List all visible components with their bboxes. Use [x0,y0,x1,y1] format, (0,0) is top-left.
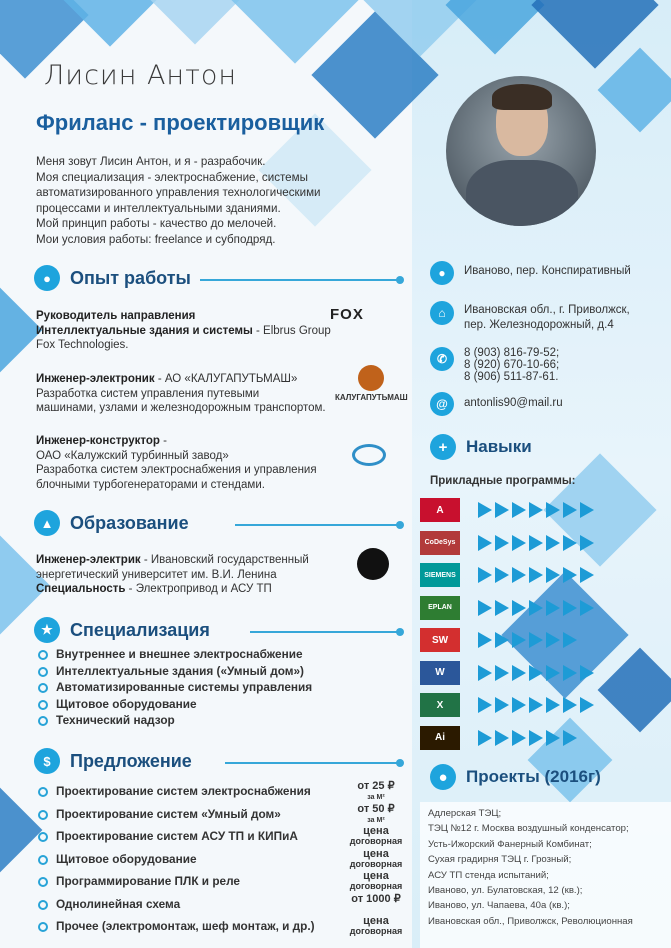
intro-line: процессами и интеллектуальными зданиями. [36,201,281,215]
skill-arrow [546,535,560,551]
skill-arrow [546,665,560,681]
offer-item: Проектирование систем «Умный дом» от 50 ₽ за М² [36,807,411,830]
phone-link[interactable]: 8 (920) 670-10-66; [464,359,560,371]
section-experience [34,265,191,291]
project-item: Сухая градирня ТЭЦ г. Грозный; [428,854,572,866]
skill-arrow [546,600,560,616]
skill-arrow [478,600,492,616]
phone-link[interactable]: 8 (906) 511-87-61. [464,371,559,383]
section-specialization [34,617,210,643]
university-icon: ▲ [34,510,60,536]
section-offer [34,748,192,774]
intro-line: Моя специализация - электроснабжение, системы [36,170,308,184]
skill-arrow [495,535,509,551]
offer-item: Щитовое оборудование цена договорная [36,852,411,875]
skill-arrow [563,567,577,583]
skill-arrow [529,535,543,551]
skill-arrow [495,730,509,746]
skill-row [420,628,580,652]
illustrator-icon: Ai [420,726,460,750]
skill-arrow [495,567,509,583]
skill-arrow [478,632,492,648]
skill-level-bar [478,665,597,681]
list-item: Щитовое оборудование [36,697,312,714]
section-title: Навыки [466,437,532,456]
skill-level-bar [478,730,580,746]
turbine-plant-logo-icon [352,444,386,466]
section-projects [430,764,601,790]
skill-arrow [546,502,560,518]
projects-box [420,802,671,948]
skill-row [420,563,597,587]
intro-text [36,154,356,247]
skill-arrow [495,665,509,681]
offer-item: Однолинейная схема от 1000 ₽ [36,897,411,920]
skill-level-bar [478,632,580,648]
section-title: Проекты (2016г) [466,767,601,786]
section-divider [225,762,400,764]
bg-diamond [146,0,245,44]
star-icon: ★ [34,617,60,643]
phone-icon: ✆ [430,347,454,371]
avatar [446,76,596,226]
skill-arrow [580,535,594,551]
job-title: Фриланс - проектировщик [36,110,325,135]
skill-level-bar [478,697,597,713]
offer-item: Проектирование систем электроснабжения от 25 ₽ за М² [36,784,411,807]
offer-list [36,780,411,942]
solidworks-icon: SW [420,628,460,652]
codesys-icon: CoDeSys [420,531,460,555]
avatar-shirt [466,160,578,226]
intro-line: Меня зовут Лисин Антон, и я - разрабочик. [36,155,266,168]
offer-item: Проектирование систем АСУ ТП и КИПиА цена договорная [36,829,411,852]
skill-row [420,661,597,685]
skill-arrow [495,632,509,648]
experience-item: Инженер-конструктор - ОАО «Калужский турбинный завод» Разработка систем электроснабжения и управления блочными турбогенераторами и стендами. [36,435,317,491]
section-divider [235,524,400,526]
skill-level-bar [478,502,597,518]
list-item: Технический надзор [36,713,312,730]
skill-level-bar [478,535,597,551]
location-icon: ● [430,261,454,285]
project-item: ТЭЦ №12 г. Москва воздушный конденсатор; [428,823,629,835]
skill-arrow [512,567,526,583]
skill-arrow [563,697,577,713]
autocad-icon: A [420,498,460,522]
skill-arrow [563,502,577,518]
contact-address: ● Иваново, пер. Конспиративный [430,261,631,285]
experience-item: Инженер-электроник - АО «КАЛУГАПУТЬМАШ» Разработка систем управления путевыми машинами, узлами и железнодорожным транспортом. [36,373,326,414]
intro-line: Мои условия работы: freelance и субподряд. [36,232,276,246]
skill-arrow [563,665,577,681]
skill-row [420,498,597,522]
word-icon: W [420,661,460,685]
project-item: Ивановская обл., Приволжск, Революционная [428,915,633,927]
skill-arrow [529,502,543,518]
university-logo-icon [357,548,389,580]
offer-item: Программирование ПЛК и реле цена договорная [36,874,411,897]
fox-logo: FOX [330,306,364,323]
list-item: Интеллектуальные здания («Умный дом») [36,664,312,681]
experience-item: Руководитель направления Интеллектуальные здания и системы - Elbrus Group Fox Technologies. [36,310,331,351]
excel-icon: X [420,693,460,717]
skill-arrow [563,730,577,746]
education-item: Инженер-электрик - Ивановский государственный энергетический университет им. В.И. Ленина Специальность - Электропривод и АСУ ТП [36,554,309,595]
section-title: Специализация [70,619,210,640]
skill-arrow [546,632,560,648]
skill-arrow [529,632,543,648]
skill-arrow [580,697,594,713]
skill-arrow [529,600,543,616]
kalugaputmash-logo-icon [358,365,384,391]
skill-arrow [495,502,509,518]
email-link[interactable]: antonlis90@mail.ru [464,397,563,409]
skill-arrow [512,665,526,681]
project-item: Иваново, ул. Булатовская, 12 (кв.); [428,885,583,897]
skill-arrow [512,697,526,713]
full-name: Лисин Антон [44,60,238,91]
offer-item: Прочее (электромонтаж, шеф монтаж, и др.) цена договорная [36,919,411,942]
skill-arrow [529,567,543,583]
specialization-list [36,647,312,730]
skill-arrow [546,567,560,583]
eplan-icon: EPLAN [420,596,460,620]
skill-arrow [512,730,526,746]
contact-address-2: ⌂ Ивановская обл., г. Приволжск, пер. Железнодорожный, д.4 [430,301,630,333]
skill-arrow [478,502,492,518]
email-icon: @ [430,392,454,416]
skill-arrow [546,730,560,746]
skill-arrow [580,600,594,616]
skill-arrow [512,502,526,518]
section-education [34,510,189,536]
section-title: Опыт работы [70,267,191,288]
section-divider [200,279,400,281]
intro-line: Мой принцип работы - качество до мелочей. [36,217,277,230]
project-item: Иваново, ул. Чапаева, 40а (кв.); [428,900,570,912]
contact-phones [430,347,559,383]
project-item: Адлерская ТЭЦ; [428,808,502,819]
skill-arrow [563,632,577,648]
skill-arrow [546,697,560,713]
phone-link[interactable]: 8 (903) 816-79-52; [464,347,560,359]
project-item: Усть-Ижорский Фанерный Комбинат; [428,838,592,850]
section-skills [430,434,532,460]
skill-arrow [512,535,526,551]
home-icon: ⌂ [430,301,454,325]
skill-arrow [580,665,594,681]
skill-arrow [478,730,492,746]
skill-row [420,531,597,555]
skill-arrow [529,665,543,681]
section-title: Образование [70,512,189,533]
skill-level-bar [478,600,597,616]
skill-row [420,693,597,717]
skill-arrow [512,600,526,616]
contact-email [430,392,563,416]
skill-arrow [478,665,492,681]
intro-line: автоматизированного управления технологическими [36,186,321,199]
skill-level-bar [478,567,597,583]
project-item: АСУ ТП стенда испытаний; [428,869,549,881]
section-divider [250,631,400,633]
location-pin-icon: ● [430,764,456,790]
skill-row [420,596,597,620]
skill-arrow [529,730,543,746]
skill-arrow [478,697,492,713]
location-pin-icon: ● [34,265,60,291]
dollar-icon: $ [34,748,60,774]
skill-arrow [478,535,492,551]
list-item: Внутреннее и внешнее электроснабжение [36,647,312,664]
skill-arrow [495,600,509,616]
skill-arrow [563,535,577,551]
skill-arrow [478,567,492,583]
plus-icon: + [430,434,456,460]
skill-arrow [580,502,594,518]
skills-subtitle: Прикладные программы: [430,475,576,487]
skill-arrow [563,600,577,616]
skill-arrow [580,567,594,583]
skill-row [420,726,580,750]
skill-arrow [495,697,509,713]
kalugaputmash-logo-text: КАЛУГАПУТЬМАШ [335,393,408,402]
siemens-icon: SIEMENS [420,563,460,587]
skill-arrow [512,632,526,648]
skill-arrow [529,697,543,713]
list-item: Автоматизированные системы управления [36,680,312,697]
section-title: Предложение [70,750,192,771]
avatar-hair [492,84,552,110]
